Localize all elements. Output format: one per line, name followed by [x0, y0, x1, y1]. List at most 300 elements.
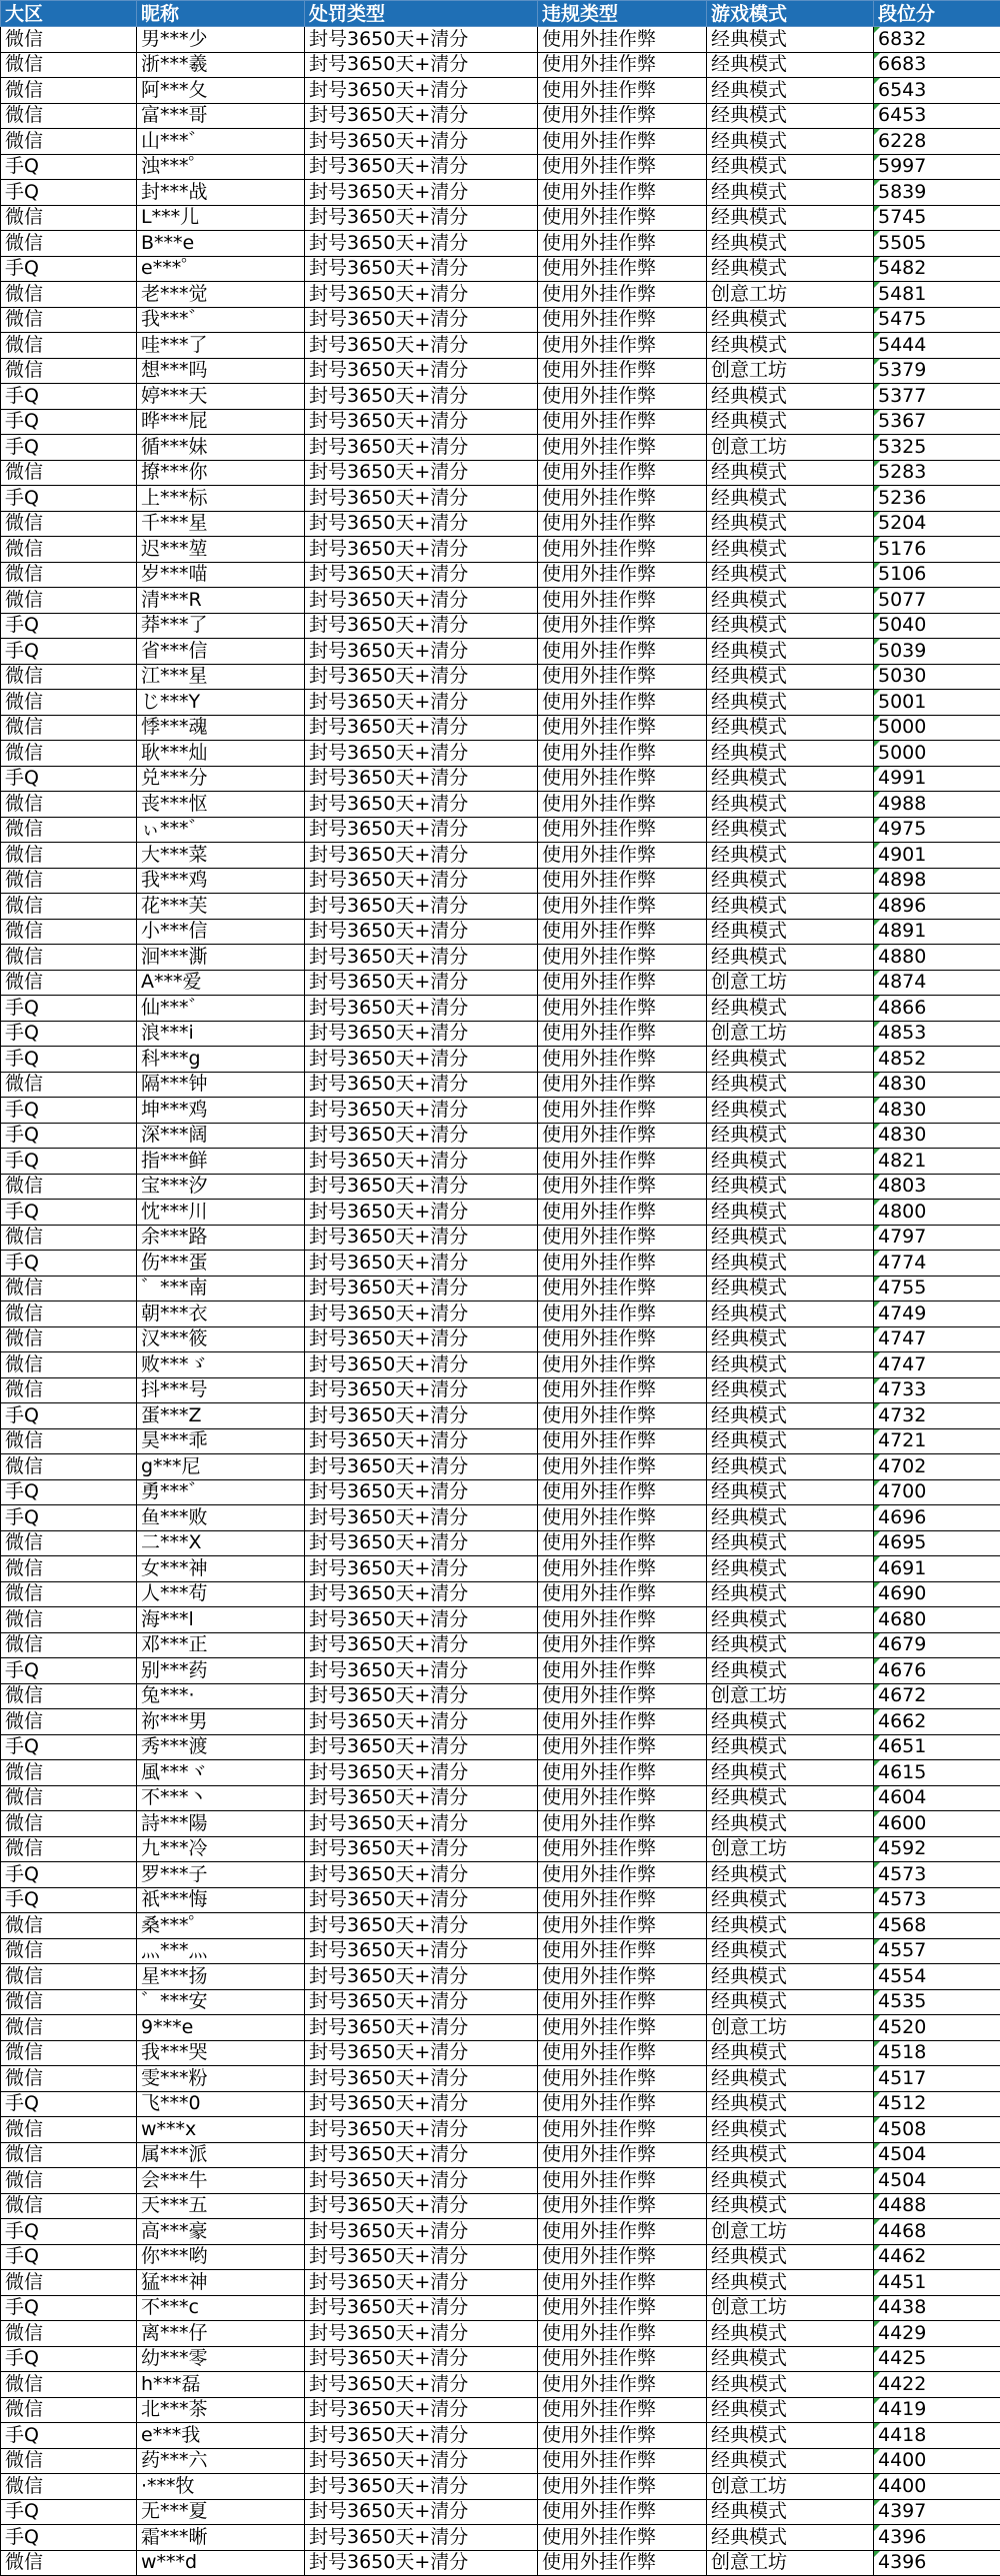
game-mode-cell: 经典模式	[707, 1377, 874, 1403]
penalty-type-cell: 封号3650天+清分	[305, 1479, 538, 1505]
penalty-type-cell: 封号3650天+清分	[305, 2499, 538, 2525]
violation-type-cell: 使用外挂作弊	[538, 129, 707, 155]
region-cell: 手Q	[1, 2244, 137, 2270]
region-cell: 微信	[1, 690, 137, 716]
violation-type-cell: 使用外挂作弊	[538, 1734, 707, 1760]
nickname-cell: 上***标	[137, 486, 305, 512]
rank-score-cell: 4554	[874, 1964, 1000, 1990]
nickname-cell: 宝***汐	[137, 1174, 305, 1200]
rank-score-cell: 5377	[874, 384, 1000, 410]
penalty-type-cell: 封号3650天+清分	[305, 1098, 538, 1124]
penalty-type-cell: 封号3650天+清分	[305, 537, 538, 563]
penalty-type-cell: 封号3650天+清分	[305, 792, 538, 818]
penalty-type-cell: 封号3650天+清分	[305, 2270, 538, 2296]
rank-score-cell: 4749	[874, 1301, 1000, 1327]
region-cell: 手Q	[1, 486, 137, 512]
game-mode-cell: 经典模式	[707, 180, 874, 206]
penalty-type-cell: 封号3650天+清分	[305, 205, 538, 231]
nickname-cell: 婷***天	[137, 384, 305, 410]
nickname-cell: 坤***鸡	[137, 1098, 305, 1124]
rank-score-cell: 5475	[874, 307, 1000, 333]
nickname-cell: ぃ***゛	[137, 817, 305, 843]
region-cell: 微信	[1, 1428, 137, 1454]
rank-score-cell: 4680	[874, 1607, 1000, 1633]
violation-type-cell: 使用外挂作弊	[538, 384, 707, 410]
game-mode-cell: 经典模式	[707, 996, 874, 1022]
table-row	[1, 1938, 1000, 1964]
game-mode-cell: 创意工坊	[707, 1021, 874, 1047]
rank-score-cell: 4676	[874, 1658, 1000, 1684]
nickname-cell: 男***少	[137, 27, 305, 53]
penalty-type-cell: 封号3650天+清分	[305, 996, 538, 1022]
rank-score-cell: 5505	[874, 231, 1000, 257]
game-mode-cell: 经典模式	[707, 1428, 874, 1454]
region-cell: 手Q	[1, 2295, 137, 2321]
region-cell: 手Q	[1, 1505, 137, 1531]
table-row	[1, 1047, 1000, 1073]
table-row	[1, 2372, 1000, 2398]
table-row	[1, 1251, 1000, 1277]
rank-score-cell: 4747	[874, 1326, 1000, 1352]
nickname-cell: 人***苟	[137, 1581, 305, 1607]
penalty-type-cell: 封号3650天+清分	[305, 639, 538, 665]
rank-score-cell: 4615	[874, 1760, 1000, 1786]
penalty-type-cell: 封号3650天+清分	[305, 1072, 538, 1098]
region-cell: 微信	[1, 1556, 137, 1582]
violation-type-cell: 使用外挂作弊	[538, 1428, 707, 1454]
rank-score-cell: 5482	[874, 256, 1000, 282]
violation-type-cell: 使用外挂作弊	[538, 2397, 707, 2423]
region-cell: 手Q	[1, 180, 137, 206]
penalty-type-cell: 封号3650天+清分	[305, 868, 538, 894]
region-cell: 微信	[1, 792, 137, 818]
region-cell: 手Q	[1, 996, 137, 1022]
nickname-cell: A***爱	[137, 970, 305, 996]
penalty-type-cell: 封号3650天+清分	[305, 690, 538, 716]
region-cell: 微信	[1, 2193, 137, 2219]
region-cell: 手Q	[1, 766, 137, 792]
violation-type-cell: 使用外挂作弊	[538, 282, 707, 308]
nickname-cell: 江***星	[137, 664, 305, 690]
region-cell: 微信	[1, 1377, 137, 1403]
region-cell: 手Q	[1, 1403, 137, 1429]
rank-score-cell: 4422	[874, 2372, 1000, 2398]
nickname-cell: じ***Y	[137, 690, 305, 716]
region-cell: 微信	[1, 103, 137, 129]
rank-score-cell: 4557	[874, 1938, 1000, 1964]
table-row	[1, 1021, 1000, 1047]
penalty-type-cell: 封号3650天+清分	[305, 1938, 538, 1964]
penalty-type-cell: 封号3650天+清分	[305, 1200, 538, 1226]
table-row	[1, 1479, 1000, 1505]
violation-type-cell: 使用外挂作弊	[538, 1683, 707, 1709]
penalty-type-cell: 封号3650天+清分	[305, 1428, 538, 1454]
penalty-type-cell: 封号3650天+清分	[305, 817, 538, 843]
nickname-cell: 洄***澌	[137, 945, 305, 971]
penalty-type-cell: 封号3650天+清分	[305, 2550, 538, 2576]
rank-score-cell: 4830	[874, 1072, 1000, 1098]
header-rank-score: 段位分	[874, 1, 1000, 27]
violation-type-cell: 使用外挂作弊	[538, 2040, 707, 2066]
rank-score-cell: 4672	[874, 1683, 1000, 1709]
nickname-cell: e***我	[137, 2423, 305, 2449]
region-cell: 微信	[1, 333, 137, 359]
penalty-type-cell: 封号3650天+清分	[305, 1632, 538, 1658]
violation-type-cell: 使用外挂作弊	[538, 2550, 707, 2576]
table-row	[1, 2448, 1000, 2474]
table-row	[1, 1964, 1000, 1990]
game-mode-cell: 经典模式	[707, 1530, 874, 1556]
nickname-cell: 撩***你	[137, 460, 305, 486]
nickname-cell: 高***豪	[137, 2219, 305, 2245]
game-mode-cell: 经典模式	[707, 1479, 874, 1505]
nickname-cell: 邓***正	[137, 1632, 305, 1658]
penalty-type-cell: 封号3650天+清分	[305, 1326, 538, 1352]
nickname-cell: 仙***゛	[137, 996, 305, 1022]
rank-score-cell: 4853	[874, 1021, 1000, 1047]
game-mode-cell: 经典模式	[707, 537, 874, 563]
header-region: 大区	[1, 1, 137, 27]
region-cell: 微信	[1, 970, 137, 996]
rank-score-cell: 4690	[874, 1581, 1000, 1607]
violation-type-cell: 使用外挂作弊	[538, 409, 707, 435]
nickname-cell: 天***五	[137, 2193, 305, 2219]
violation-type-cell: 使用外挂作弊	[538, 358, 707, 384]
rank-score-cell: 4425	[874, 2346, 1000, 2372]
penalty-type-cell: 封号3650天+清分	[305, 2525, 538, 2551]
nickname-cell: 9***e	[137, 2015, 305, 2041]
violation-type-cell: 使用外挂作弊	[538, 1123, 707, 1149]
rank-score-cell: 4429	[874, 2321, 1000, 2347]
table-row	[1, 2499, 1000, 2525]
table-row	[1, 1098, 1000, 1124]
region-cell: 手Q	[1, 384, 137, 410]
region-cell: 微信	[1, 2321, 137, 2347]
game-mode-cell: 经典模式	[707, 817, 874, 843]
region-cell: 微信	[1, 1225, 137, 1251]
region-cell: 手Q	[1, 1658, 137, 1684]
region-cell: 手Q	[1, 1862, 137, 1888]
table-header	[1, 1, 1000, 27]
table-row	[1, 256, 1000, 282]
game-mode-cell: 经典模式	[707, 690, 874, 716]
nickname-cell: 不***c	[137, 2295, 305, 2321]
nickname-cell: w***d	[137, 2550, 305, 2576]
table-row	[1, 511, 1000, 537]
region-cell: 手Q	[1, 2499, 137, 2525]
game-mode-cell: 经典模式	[707, 1887, 874, 1913]
table-row	[1, 1454, 1000, 1480]
game-mode-cell: 经典模式	[707, 1200, 874, 1226]
penalty-type-cell: 封号3650天+清分	[305, 511, 538, 537]
game-mode-cell: 经典模式	[707, 1607, 874, 1633]
game-mode-cell: 经典模式	[707, 562, 874, 588]
nickname-cell: 祇***悔	[137, 1887, 305, 1913]
penalty-type-cell: 封号3650天+清分	[305, 282, 538, 308]
region-cell: 微信	[1, 1454, 137, 1480]
table-row	[1, 2346, 1000, 2372]
game-mode-cell: 经典模式	[707, 333, 874, 359]
violation-type-cell: 使用外挂作弊	[538, 1556, 707, 1582]
violation-type-cell: 使用外挂作弊	[538, 1887, 707, 1913]
nickname-cell: 昊***乖	[137, 1428, 305, 1454]
nickname-cell: 想***吗	[137, 358, 305, 384]
penalty-type-cell: 封号3650天+清分	[305, 945, 538, 971]
penalty-type-cell: 封号3650天+清分	[305, 2219, 538, 2245]
penalty-type-cell: 封号3650天+清分	[305, 1251, 538, 1277]
violation-type-cell: 使用外挂作弊	[538, 231, 707, 257]
penalty-type-cell: 封号3650天+清分	[305, 2346, 538, 2372]
nickname-cell: 别***药	[137, 1658, 305, 1684]
region-cell: 微信	[1, 1989, 137, 2015]
game-mode-cell: 经典模式	[707, 1989, 874, 2015]
table-row	[1, 1505, 1000, 1531]
region-cell: 手Q	[1, 409, 137, 435]
violation-type-cell: 使用外挂作弊	[538, 715, 707, 741]
region-cell: 微信	[1, 282, 137, 308]
penalty-type-cell: 封号3650天+清分	[305, 1149, 538, 1175]
region-cell: 微信	[1, 2550, 137, 2576]
violation-type-cell: 使用外挂作弊	[538, 103, 707, 129]
game-mode-cell: 经典模式	[707, 231, 874, 257]
game-mode-cell: 经典模式	[707, 511, 874, 537]
region-cell: 微信	[1, 78, 137, 104]
game-mode-cell: 经典模式	[707, 2193, 874, 2219]
game-mode-cell: 经典模式	[707, 1938, 874, 1964]
game-mode-cell: 经典模式	[707, 1403, 874, 1429]
violation-type-cell: 使用外挂作弊	[538, 1403, 707, 1429]
game-mode-cell: 经典模式	[707, 1632, 874, 1658]
nickname-cell: 封***战	[137, 180, 305, 206]
violation-type-cell: 使用外挂作弊	[538, 205, 707, 231]
nickname-cell: 桑***゜	[137, 1913, 305, 1939]
nickname-cell: 科***g	[137, 1047, 305, 1073]
game-mode-cell: 经典模式	[707, 1098, 874, 1124]
violation-type-cell: 使用外挂作弊	[538, 613, 707, 639]
region-cell: 微信	[1, 358, 137, 384]
nickname-cell: 灬***灬	[137, 1938, 305, 1964]
penalty-type-cell: 封号3650天+清分	[305, 1989, 538, 2015]
game-mode-cell: 经典模式	[707, 1658, 874, 1684]
game-mode-cell: 创意工坊	[707, 2015, 874, 2041]
nickname-cell: 千***星	[137, 511, 305, 537]
nickname-cell: 詩***陽	[137, 1811, 305, 1837]
table-row	[1, 2091, 1000, 2117]
penalty-type-cell: 封号3650天+清分	[305, 2091, 538, 2117]
penalty-type-cell: 封号3650天+清分	[305, 2117, 538, 2143]
nickname-cell: 抖***号	[137, 1377, 305, 1403]
penalty-type-cell: 封号3650天+清分	[305, 256, 538, 282]
game-mode-cell: 经典模式	[707, 154, 874, 180]
table-row	[1, 1072, 1000, 1098]
header-violation-type: 违规类型	[538, 1, 707, 27]
table-row	[1, 180, 1000, 206]
table-row	[1, 129, 1000, 155]
rank-score-cell: 4702	[874, 1454, 1000, 1480]
nickname-cell: 秀***渡	[137, 1734, 305, 1760]
game-mode-cell: 经典模式	[707, 1760, 874, 1786]
rank-score-cell: 4520	[874, 2015, 1000, 2041]
game-mode-cell: 经典模式	[707, 868, 874, 894]
region-cell: 微信	[1, 1607, 137, 1633]
region-cell: 微信	[1, 2117, 137, 2143]
rank-score-cell: 6832	[874, 27, 1000, 53]
nickname-cell: 兑***分	[137, 766, 305, 792]
violation-type-cell: 使用外挂作弊	[538, 2295, 707, 2321]
penalty-type-cell: 封号3650天+清分	[305, 333, 538, 359]
penalty-type-cell: 封号3650天+清分	[305, 1174, 538, 1200]
penalty-type-cell: 封号3650天+清分	[305, 664, 538, 690]
nickname-cell: 浙***羲	[137, 52, 305, 78]
violation-type-cell: 使用外挂作弊	[538, 970, 707, 996]
nickname-cell: 風***ヾ	[137, 1760, 305, 1786]
violation-type-cell: 使用外挂作弊	[538, 1505, 707, 1531]
region-cell: 微信	[1, 1581, 137, 1607]
penalty-type-cell: 封号3650天+清分	[305, 1352, 538, 1378]
game-mode-cell: 经典模式	[707, 1964, 874, 1990]
violation-type-cell: 使用外挂作弊	[538, 1760, 707, 1786]
rank-score-cell: 4518	[874, 2040, 1000, 2066]
violation-type-cell: 使用外挂作弊	[538, 1479, 707, 1505]
rank-score-cell: 4732	[874, 1403, 1000, 1429]
game-mode-cell: 经典模式	[707, 843, 874, 869]
table-row	[1, 103, 1000, 129]
penalty-type-cell: 封号3650天+清分	[305, 2168, 538, 2194]
nickname-cell: 猛***神	[137, 2270, 305, 2296]
nickname-cell: 女***神	[137, 1556, 305, 1582]
table-row	[1, 945, 1000, 971]
region-cell: 微信	[1, 307, 137, 333]
region-cell: 微信	[1, 1072, 137, 1098]
region-cell: 微信	[1, 1913, 137, 1939]
table-row	[1, 307, 1000, 333]
table-row	[1, 435, 1000, 461]
table-row	[1, 639, 1000, 665]
region-cell: 手Q	[1, 154, 137, 180]
penalty-type-cell: 封号3650天+清分	[305, 1887, 538, 1913]
game-mode-cell: 经典模式	[707, 639, 874, 665]
table-row	[1, 1403, 1000, 1429]
game-mode-cell: 经典模式	[707, 1072, 874, 1098]
game-mode-cell: 经典模式	[707, 715, 874, 741]
table-row	[1, 2525, 1000, 2551]
region-cell: 微信	[1, 1836, 137, 1862]
penalty-type-cell: 封号3650天+清分	[305, 843, 538, 869]
rank-score-cell: 4573	[874, 1887, 1000, 1913]
region-cell: 手Q	[1, 256, 137, 282]
region-cell: 手Q	[1, 1479, 137, 1505]
game-mode-cell: 经典模式	[707, 2091, 874, 2117]
violation-type-cell: 使用外挂作弊	[538, 2423, 707, 2449]
rank-score-cell: 5325	[874, 435, 1000, 461]
violation-type-cell: 使用外挂作弊	[538, 792, 707, 818]
penalty-type-cell: 封号3650天+清分	[305, 460, 538, 486]
nickname-cell: 你***哟	[137, 2244, 305, 2270]
game-mode-cell: 经典模式	[707, 1276, 874, 1301]
table-row	[1, 1174, 1000, 1200]
rank-score-cell: 4830	[874, 1123, 1000, 1149]
violation-type-cell: 使用外挂作弊	[538, 1964, 707, 1990]
nickname-cell: 我***鸡	[137, 868, 305, 894]
table-row	[1, 1862, 1000, 1888]
rank-score-cell: 5040	[874, 613, 1000, 639]
table-row	[1, 817, 1000, 843]
nickname-cell: 莽***了	[137, 613, 305, 639]
rank-score-cell: 4400	[874, 2474, 1000, 2500]
game-mode-cell: 经典模式	[707, 2423, 874, 2449]
game-mode-cell: 经典模式	[707, 588, 874, 614]
rank-score-cell: 4662	[874, 1709, 1000, 1735]
region-cell: 微信	[1, 2397, 137, 2423]
table-row	[1, 588, 1000, 614]
table-row	[1, 715, 1000, 741]
penalty-type-cell: 封号3650天+清分	[305, 562, 538, 588]
table-row	[1, 970, 1000, 996]
violation-type-cell: 使用外挂作弊	[538, 1326, 707, 1352]
region-cell: 手Q	[1, 1149, 137, 1175]
rank-score-cell: 4800	[874, 1200, 1000, 1226]
nickname-cell: 我***゛	[137, 307, 305, 333]
region-cell: 手Q	[1, 2423, 137, 2449]
table-row	[1, 996, 1000, 1022]
rank-score-cell: 4803	[874, 1174, 1000, 1200]
penalty-type-cell: 封号3650天+清分	[305, 1530, 538, 1556]
table-row	[1, 2193, 1000, 2219]
rank-score-cell: 4991	[874, 766, 1000, 792]
rank-score-cell: 4866	[874, 996, 1000, 1022]
game-mode-cell: 经典模式	[707, 2066, 874, 2092]
rank-score-cell: 4512	[874, 2091, 1000, 2117]
table-row	[1, 1326, 1000, 1352]
rank-score-cell: 4396	[874, 2525, 1000, 2551]
nickname-cell: B***e	[137, 231, 305, 257]
violation-type-cell: 使用外挂作弊	[538, 1632, 707, 1658]
violation-type-cell: 使用外挂作弊	[538, 1174, 707, 1200]
table-row	[1, 2244, 1000, 2270]
violation-type-cell: 使用外挂作弊	[538, 996, 707, 1022]
nickname-cell: 飞***0	[137, 2091, 305, 2117]
region-cell: 微信	[1, 894, 137, 920]
rank-score-cell: 4988	[874, 792, 1000, 818]
nickname-cell: 迟***堃	[137, 537, 305, 563]
table-row	[1, 1989, 1000, 2015]
rank-score-cell: 5283	[874, 460, 1000, 486]
region-cell: 微信	[1, 205, 137, 231]
rank-score-cell: 4679	[874, 1632, 1000, 1658]
nickname-cell: 哇***了	[137, 333, 305, 359]
violation-type-cell: 使用外挂作弊	[538, 2091, 707, 2117]
nickname-cell: 败***ゞ	[137, 1352, 305, 1378]
table-row	[1, 1811, 1000, 1837]
rank-score-cell: 4696	[874, 1505, 1000, 1531]
rank-score-cell: 4462	[874, 2244, 1000, 2270]
violation-type-cell: 使用外挂作弊	[538, 2372, 707, 2398]
table-row	[1, 2295, 1000, 2321]
nickname-cell: 霜***晰	[137, 2525, 305, 2551]
rank-score-cell: 4438	[874, 2295, 1000, 2321]
game-mode-cell: 经典模式	[707, 2321, 874, 2347]
rank-score-cell: 4573	[874, 1862, 1000, 1888]
table-row	[1, 52, 1000, 78]
violation-type-cell: 使用外挂作弊	[538, 1811, 707, 1837]
nickname-cell: 浪***i	[137, 1021, 305, 1047]
nickname-cell: 汉***筱	[137, 1326, 305, 1352]
table-row	[1, 1225, 1000, 1251]
violation-type-cell: 使用外挂作弊	[538, 1149, 707, 1175]
nickname-cell: 勇***゛	[137, 1479, 305, 1505]
rank-score-cell: 4880	[874, 945, 1000, 971]
table-row	[1, 1149, 1000, 1175]
